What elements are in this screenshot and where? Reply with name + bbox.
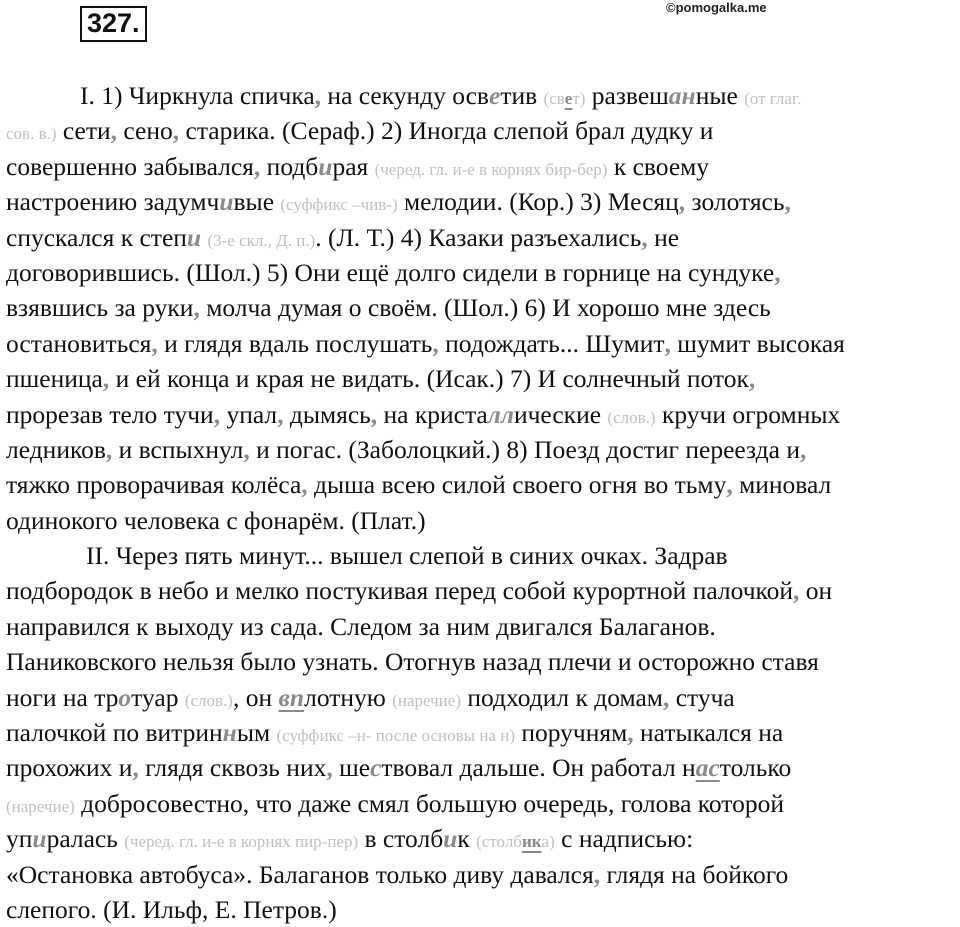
text-span: уп: [6, 824, 33, 854]
comma-mark: ,: [301, 470, 308, 500]
grammar-note: (св: [543, 89, 565, 108]
text-span: взявшись за руки: [6, 293, 194, 323]
text-span: , он: [232, 682, 279, 712]
text-span: ым: [236, 718, 277, 748]
text-line-2: [6, 113, 956, 148]
text-line-9: [6, 361, 956, 396]
text-line-7: [6, 290, 956, 325]
comma-mark: ,: [132, 753, 139, 783]
comma-mark: ,: [799, 434, 807, 464]
text-span: тяжко проворачивая колёса: [6, 470, 302, 500]
highlighted-letter: ик: [521, 832, 542, 852]
text-line-24: [6, 892, 956, 927]
text-span: направился к выходу из сада. Следом за ним двигался Балаганов.: [6, 611, 716, 641]
comma-mark: ,: [243, 434, 250, 464]
grammar-note: (слов.): [184, 690, 233, 710]
text-line-12: [6, 467, 956, 502]
comma-mark: ,: [641, 222, 648, 252]
text-span: молча думая о своём. (Шол.) 6) И хорошо мне здесь: [199, 293, 771, 323]
comma-mark: ,: [102, 364, 110, 394]
text-span: настроению задумч: [6, 187, 220, 217]
text-span: только: [719, 753, 792, 783]
comma-mark: ,: [277, 399, 284, 429]
text-span: палочкой по витрин: [6, 718, 223, 748]
comma-mark: ,: [748, 364, 756, 394]
text-span: II. Через пять минут... вышел слепой в синих очках. Задрав: [86, 541, 728, 571]
text-span: упал: [220, 399, 278, 429]
grammar-note: а): [541, 832, 555, 852]
grammar-note: (наречие): [392, 690, 461, 710]
highlighted-letter: и: [32, 824, 47, 854]
highlighted-letter: и: [443, 824, 458, 854]
exercise-text: [6, 78, 956, 927]
grammar-note: (3-е скл., Д. п.): [207, 230, 316, 250]
text-span: с надписью:: [554, 824, 694, 854]
text-span: к: [457, 824, 477, 854]
text-span: спускался к степ: [6, 222, 187, 252]
comma-mark: ,: [193, 293, 200, 323]
text-span: ные: [695, 81, 745, 110]
text-span: слепого. (И. Ильф, Е. Петров.): [6, 894, 337, 924]
text-line-19: [6, 715, 956, 750]
highlighted-letter: и: [318, 151, 333, 181]
text-line-17: [6, 644, 956, 679]
text-span: сети: [56, 116, 111, 146]
exercise-number: 327.: [80, 6, 147, 42]
text-span: совершенно забывался: [6, 151, 254, 181]
text-span: ические: [513, 399, 608, 429]
text-span: рая: [332, 151, 375, 181]
comma-mark: ,: [664, 328, 671, 358]
comma-mark: ,: [172, 116, 180, 146]
highlighted-letter: о: [118, 682, 132, 712]
text-line-5: [6, 220, 956, 255]
text-span: и вспыхнул: [112, 434, 244, 464]
text-span: развеш: [585, 81, 669, 110]
text-span: к своему: [607, 151, 710, 181]
text-span: и глядя вдаль послушать: [157, 328, 433, 358]
text-span: поручням: [514, 718, 628, 748]
text-span: I. 1) Чиркнула спичка: [80, 81, 315, 110]
text-span: ше: [332, 753, 371, 783]
text-span: сено: [117, 116, 173, 146]
text-span: и погас. (Заболоцкий.) 8) Поезд достиг переезда и: [249, 434, 800, 464]
text-line-22: [6, 821, 956, 856]
text-span: старика. (Сераф.) 2) Иногда слепой брал дудку и: [179, 116, 714, 146]
text-line-15: [6, 573, 956, 608]
text-span: ралась: [46, 824, 125, 854]
text-span: ноги на тр: [6, 682, 119, 712]
comma-mark: ,: [726, 470, 733, 500]
grammar-note: (слов.): [607, 407, 656, 427]
highlighted-letter: вп: [278, 682, 305, 712]
text-line-3: [6, 149, 956, 184]
highlighted-letter: н: [222, 718, 237, 748]
text-line-20: [6, 750, 956, 785]
text-span: подождать... Шумит: [438, 328, 665, 358]
text-span: стуча: [669, 682, 735, 712]
text-span: и ей конца и края не видать. (Исак.) 7) И солнечный поток: [109, 364, 749, 394]
text-line-23: [6, 857, 956, 892]
comma-mark: ,: [370, 399, 378, 429]
text-line-21: [6, 786, 956, 821]
text-line-16: [6, 609, 956, 644]
watermark: ©pomogalka.me: [666, 0, 767, 15]
text-line-6: [6, 255, 956, 290]
text-span: не: [647, 222, 680, 252]
text-line-13: [6, 503, 956, 538]
text-line-1: [6, 78, 956, 113]
highlighted-letter: лл: [487, 399, 514, 429]
text-line-10: [6, 397, 956, 432]
text-span: мелодии. (Кор.) 3) Месяц: [397, 187, 679, 217]
text-span: Паниковского нельзя было узнать. Отогнув назад плечи и осторожно ставя: [6, 647, 819, 677]
comma-mark: ,: [213, 399, 221, 429]
comma-mark: ,: [627, 718, 634, 748]
text-span: вые: [233, 187, 281, 217]
grammar-note: (суффикс –чив-): [280, 195, 398, 215]
highlighted-letter: с: [370, 753, 382, 783]
text-span: прохожих и: [6, 753, 133, 783]
comma-mark: ,: [105, 434, 113, 464]
text-line-14: [6, 538, 956, 573]
text-span: золотясь: [685, 187, 785, 217]
highlighted-letter: ас: [695, 753, 720, 783]
highlighted-letter: ан: [668, 81, 696, 110]
text-span: он: [799, 576, 833, 606]
comma-mark: ,: [793, 576, 800, 606]
comma-mark: ,: [593, 859, 601, 889]
comma-mark: ,: [774, 257, 781, 287]
text-span: подходил к домам: [460, 682, 663, 712]
comma-mark: ,: [253, 151, 261, 181]
text-line-18: [6, 680, 956, 715]
text-span: на криста: [377, 399, 488, 429]
text-span: одинокого человека с фонарём. (Плат.): [6, 505, 426, 535]
text-span: подбородок в небо и мелко постукивая перед собой курортной палочкой: [6, 576, 794, 606]
grammar-note: т): [572, 89, 586, 108]
text-span: ледников: [6, 434, 106, 464]
highlighted-letter: и: [219, 187, 234, 217]
text-span: в столб: [358, 824, 444, 854]
text-span: дымясь: [283, 399, 371, 429]
text-span: подб: [260, 151, 319, 181]
text-span: на секунду осв: [321, 81, 489, 110]
text-span: остановиться: [6, 328, 152, 358]
grammar-note: (столб: [476, 832, 522, 852]
comma-mark: ,: [784, 187, 791, 217]
text-span: добросовестно, что даже смял большую очередь, голова которой: [74, 788, 785, 818]
text-span: прорезав тело тучи: [6, 399, 214, 429]
text-span: туар: [131, 682, 185, 712]
comma-mark: ,: [326, 753, 333, 783]
text-span: пшеница: [6, 364, 103, 394]
text-span: кручи огромных: [655, 399, 841, 429]
grammar-note: (черед. гл. и-е в корнях пир-пер): [124, 832, 359, 852]
text-span: тив: [500, 81, 544, 110]
text-span: договорившись. (Шол.) 5) Они ещё долго сидели в горнице на сундуке: [6, 257, 775, 287]
text-span: глядя сквозь них: [138, 753, 327, 783]
text-span: «Остановка автобуса». Балаганов только диву давался: [6, 859, 594, 889]
highlighted-letter: е: [564, 89, 573, 108]
grammar-note: сов. в.): [6, 124, 57, 144]
comma-mark: ,: [678, 187, 686, 217]
text-span: миновал: [732, 470, 832, 500]
grammar-note: (наречие): [6, 796, 75, 816]
text-span: шумит высокая: [670, 328, 845, 358]
grammar-note: (суффикс –н- после основы на н): [276, 726, 515, 746]
grammar-note: (от глаг.: [744, 89, 802, 108]
text-span: натыкался на: [633, 718, 784, 748]
text-span: лотную: [304, 682, 393, 712]
text-span: . (Л. Т.) 4) Казаки разъехались: [315, 222, 642, 252]
comma-mark: ,: [314, 81, 322, 110]
comma-mark: ,: [151, 328, 158, 358]
text-span: твовал дальше. Он работал н: [381, 753, 696, 783]
comma-mark: ,: [110, 116, 118, 146]
text-line-8: [6, 326, 956, 361]
highlighted-letter: е: [488, 81, 501, 110]
text-line-4: [6, 184, 956, 219]
text-span: дыша всею силой своего огня во тьму: [307, 470, 727, 500]
highlighted-letter: и: [186, 222, 202, 252]
comma-mark: ,: [662, 682, 670, 712]
text-line-11: [6, 432, 956, 467]
comma-mark: ,: [432, 328, 439, 358]
grammar-note: (черед. гл. и-е в корнях бир-бер): [374, 159, 608, 179]
text-span: глядя на бойкого: [600, 859, 789, 889]
